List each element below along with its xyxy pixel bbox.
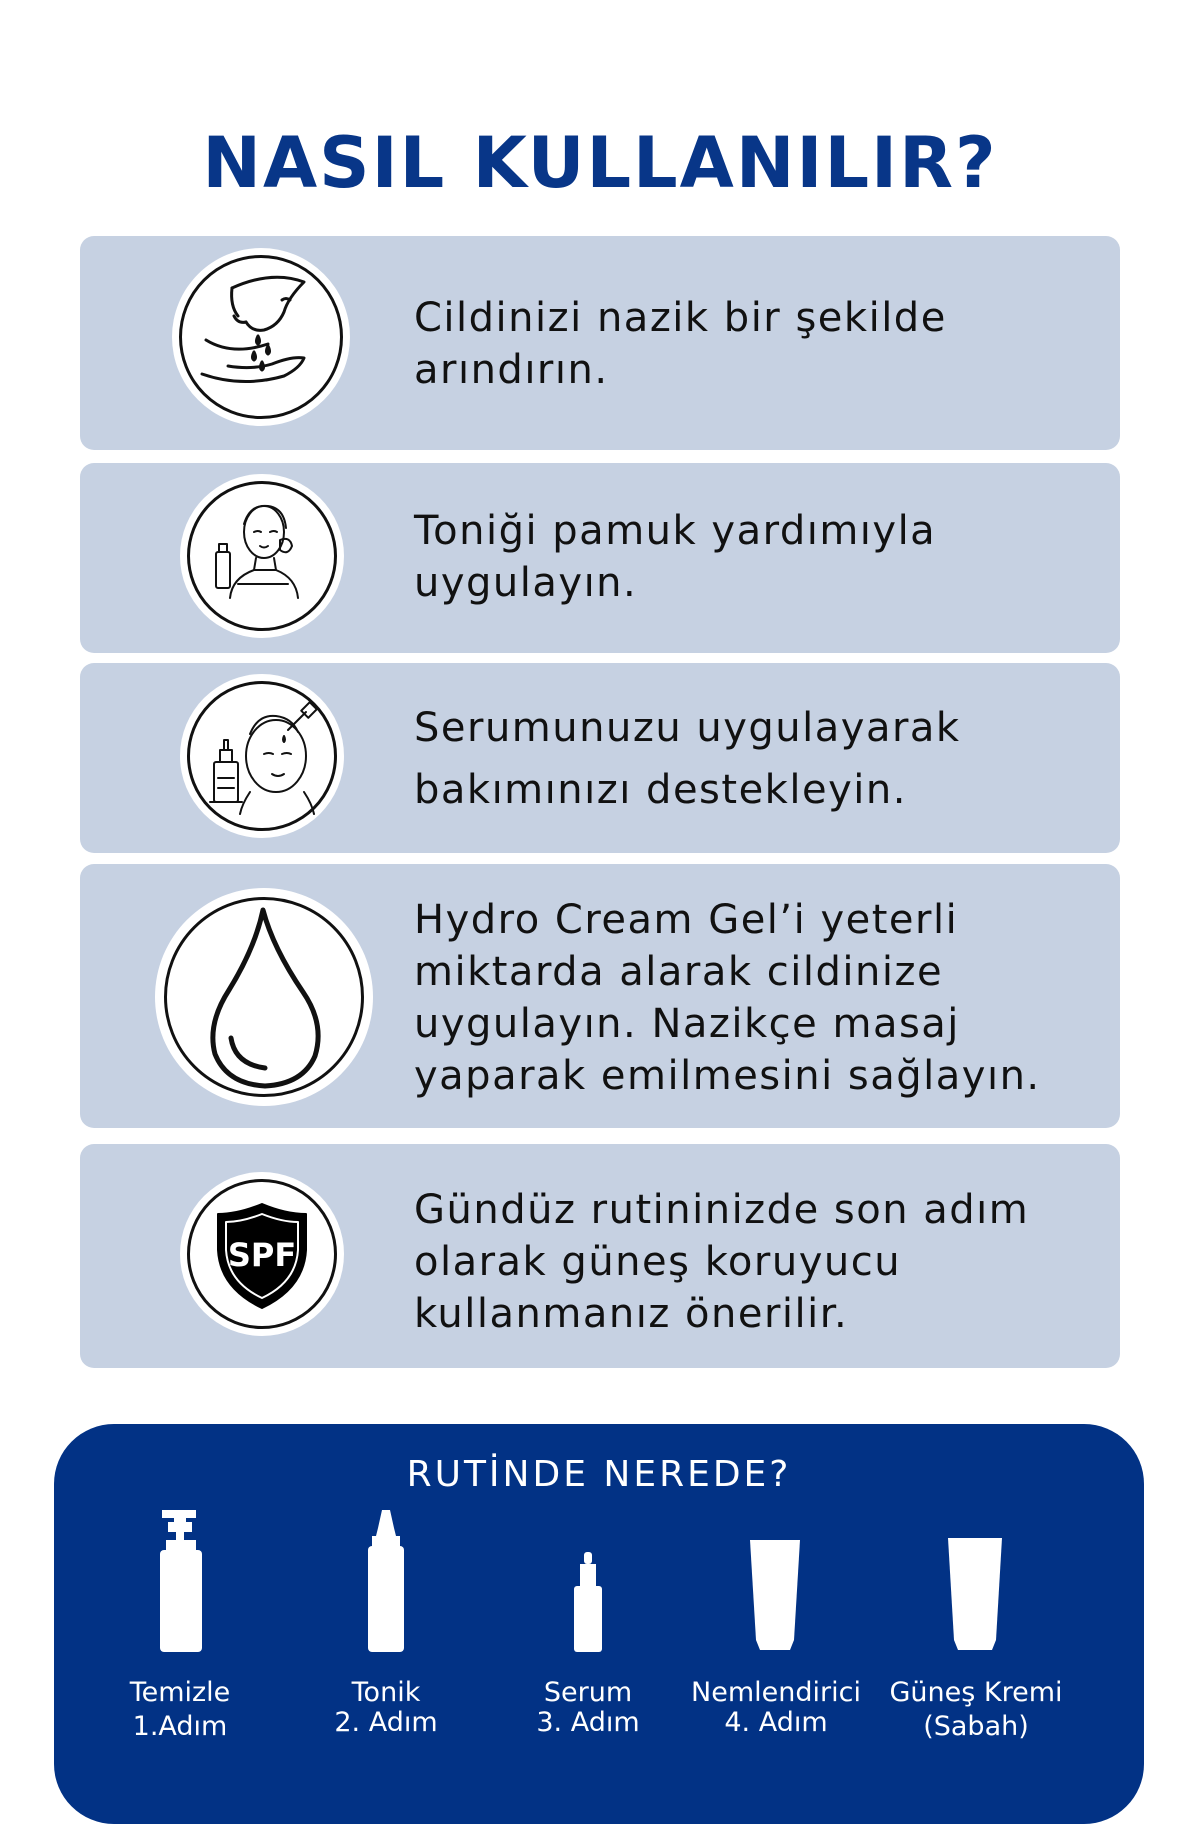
routine-step-name-3: Serum bbox=[543, 1677, 633, 1708]
step-text-4: Hydro Cream Gel’i yeterli miktarda alarak cildinize uygulayın. Nazikçe masaj yaparak emilmesini sağlayın. bbox=[414, 897, 1041, 1099]
face-wash-icon bbox=[172, 248, 350, 426]
step-text-5: Gündüz rutininizde son adım olarak güneş koruyucu kullanmanız önerilir. bbox=[414, 1187, 1030, 1337]
tube-icon bbox=[936, 1508, 1016, 1652]
routine-step-name-1: Temizle bbox=[129, 1677, 231, 1708]
step-card-4 bbox=[80, 864, 1120, 1128]
routine-step-name-4: Nemlendirici bbox=[691, 1677, 861, 1708]
step-card-2 bbox=[80, 463, 1120, 653]
routine-step-name-2: Tonik bbox=[351, 1677, 421, 1708]
tube-icon bbox=[736, 1508, 816, 1652]
routine-title: RUTİNDE NEREDE? bbox=[406, 1454, 792, 1495]
routine-step-5 bbox=[876, 1508, 1076, 1742]
step-text-2: Toniği pamuk yardımıyla uygulayın. bbox=[414, 508, 937, 606]
nozzle-bottle-icon bbox=[346, 1508, 426, 1652]
serum-dropper-icon bbox=[180, 674, 344, 838]
dropper-bottle-icon bbox=[548, 1508, 628, 1652]
toner-cotton-icon bbox=[180, 474, 344, 638]
routine-step-1 bbox=[80, 1508, 280, 1742]
step-card-3 bbox=[80, 663, 1120, 853]
routine-step-number-1: 1.Adım bbox=[132, 1711, 228, 1742]
spf-icon-label: SPF bbox=[227, 1236, 297, 1274]
water-drop-icon bbox=[155, 888, 373, 1106]
routine-step-number-2: 2. Adım bbox=[334, 1707, 438, 1738]
spf-shield-icon bbox=[180, 1172, 344, 1336]
routine-step-2 bbox=[286, 1508, 486, 1738]
routine-step-name-5: Güneş Kremi bbox=[889, 1677, 1063, 1708]
routine-panel bbox=[54, 1424, 1144, 1824]
step-card-5 bbox=[80, 1144, 1120, 1368]
routine-step-3 bbox=[488, 1508, 688, 1738]
routine-step-number-3: 3. Adım bbox=[536, 1707, 640, 1738]
step-card-1 bbox=[80, 236, 1120, 450]
step-text-1: Cildinizi nazik bir şekilde arındırın. bbox=[414, 295, 947, 393]
pump-bottle-icon bbox=[140, 1508, 220, 1652]
routine-step-number-4: 4. Adım bbox=[724, 1707, 828, 1738]
page-title: NASIL KULLANILIR? bbox=[202, 122, 998, 204]
routine-step-4 bbox=[676, 1508, 876, 1738]
routine-step-number-5: (Sabah) bbox=[923, 1711, 1029, 1742]
step-text-3: Serumunuzu uygulayarak bakımınızı destekleyin. bbox=[414, 705, 961, 813]
